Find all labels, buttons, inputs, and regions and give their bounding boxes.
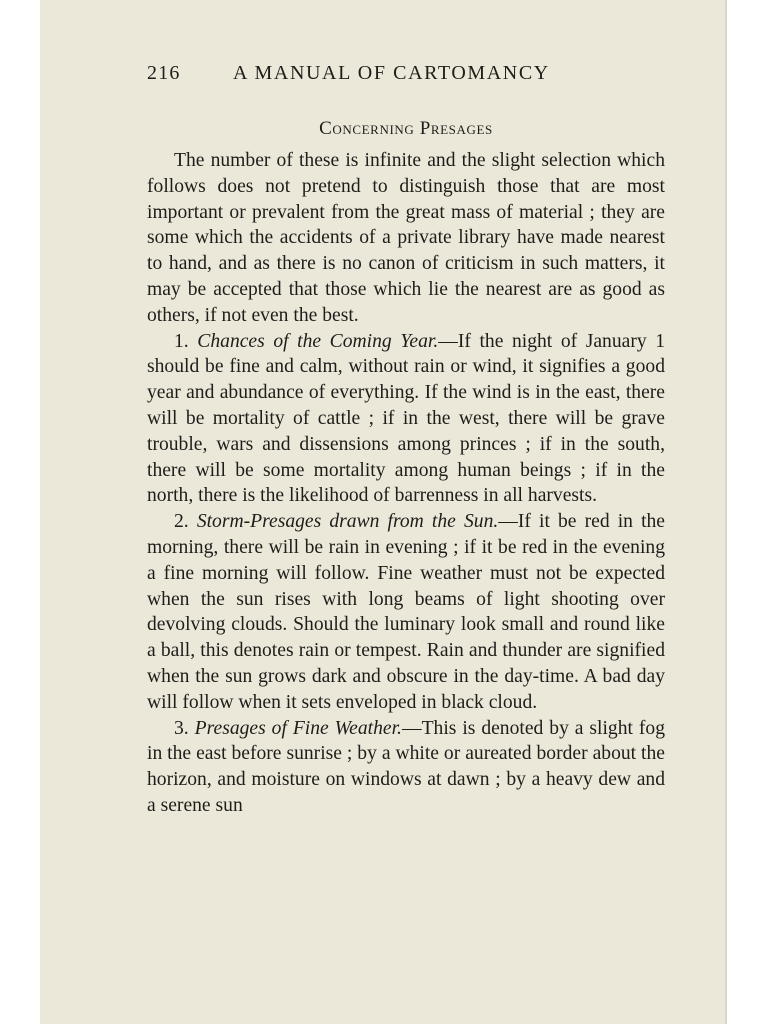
book-page [40,0,727,1024]
paragraph-item-3 [147,716,665,819]
paragraph-text: —If the night of January 1 should be fine and calm, without rain or wind, it signifies a good year and abundance of everything. If the wind is in the east, there will be mortality of cattle ; if in the west, there will be grave trouble, wars and dissensions among princes ; if in the south, there will be some mortality among human beings ; if in the north, there is the likelihood of barrenness in all harvests. [147,330,666,507]
item-title: Chances of the Coming Year. [197,330,439,352]
paragraph [147,148,665,329]
section-heading: Concerning Presages [319,118,493,139]
item-number: 2. [174,511,197,533]
book-title: A MANUAL OF CARTOMANCY [233,62,550,84]
page-content [147,52,665,819]
paragraph-text: —If it be red in the morning, there will be rain in evening ; if it be red in the evening a fine morning will follow. Fine weather must not be expected when the sun rises with long beams of light shooting over devolving clouds. Should the luminary look small and round like a ball, this denotes rain or tempest. Rain and thunder are signified when the sun grows dark and obscure in the day-time. A bad day will follow when it sets enveloped in black cloud. [147,511,666,713]
paragraph-text: The number of these is infinite and the slight selection which follows does not pretend to distinguish those that are most important or prevalent from the great mass of material ; they are some which the accidents of a private library have made nearest to hand, and as there is no canon of criticism in such matters, it may be accepted that those which lie the nearest are as good as others, if not even the best. [147,150,665,326]
item-number: 3. [174,717,195,739]
page-number: 216 [147,62,181,84]
item-title: Presages of Fine Weather. [194,717,402,739]
paragraph-item-2 [147,509,665,715]
paragraph-text: —This is denoted by a slight fog in the east before sunrise ; by a white or aureated border about the horizon, and moisture on windows at dawn ; by a heavy dew and a serene sun [147,717,666,816]
item-number: 1. [174,330,198,352]
paragraph-item-1 [147,329,665,510]
item-title: Storm-Presages drawn from the Sun. [196,511,499,533]
running-head [147,52,665,94]
